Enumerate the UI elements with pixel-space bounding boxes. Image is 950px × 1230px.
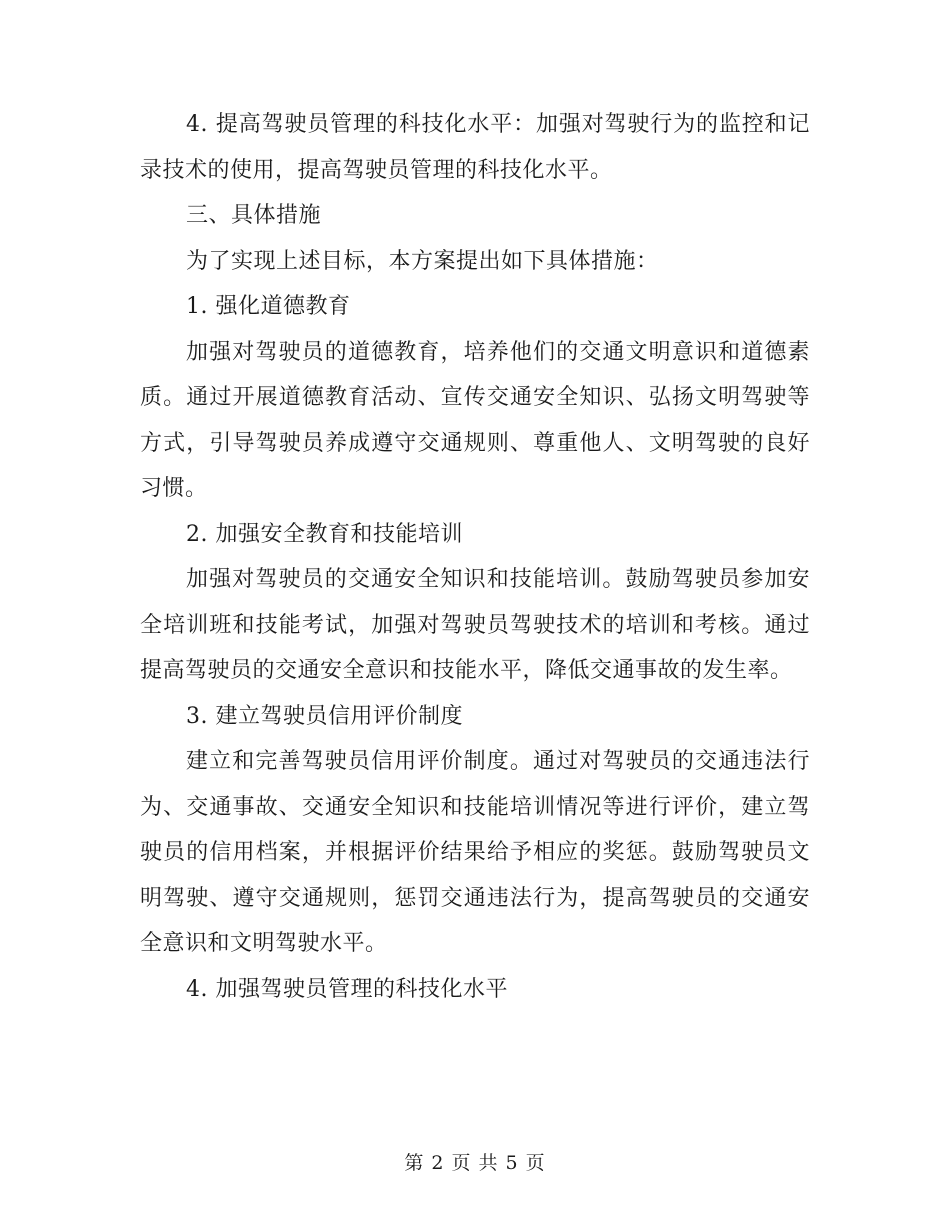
section-heading: 三、具体措施 bbox=[186, 203, 322, 228]
measure-body-1: 加强对驾驶员的道德教育，培养他们的交通文明意识和道德素质。通过开展道德教育活动、宣传交通安全知识、弘扬文明驾驶等方式，引导驾驶员养成遵守交通规则、尊重他人、文明驾驶的良好习惯。 bbox=[140, 339, 810, 501]
page-number: 第 2 页 共 5 页 bbox=[404, 1152, 546, 1174]
document-body bbox=[140, 102, 810, 1012]
measure-body-3: 建立和完善驾驶员信用评价制度。通过对驾驶员的交通违法行为、交通事故、交通安全知识和技能培训情况等进行评价，建立驾驶员的信用档案，并根据评价结果给予相应的奖惩。鼓励驾驶员文明驾驶、遵守交通规则，惩罚交通违法行为，提高驾驶员的交通安全意识和文明驾驶水平。 bbox=[140, 749, 810, 956]
measure-body-2: 加强对驾驶员的交通安全知识和技能培训。鼓励驾驶员参加安全培训班和技能考试，加强对驾驶员驾驶技术的培训和考核。通过提高驾驶员的交通安全意识和技能水平，降低交通事故的发生率。 bbox=[140, 567, 810, 683]
measure-heading-4: 4. 加强驾驶员管理的科技化水平 bbox=[186, 976, 508, 1002]
section-intro: 为了实现上述目标，本方案提出如下具体措施： bbox=[186, 248, 659, 274]
measure-heading-1: 1. 强化道德教育 bbox=[186, 294, 351, 319]
measure-heading-3: 3. 建立驾驶员信用评价制度 bbox=[186, 703, 463, 729]
measure-heading-2: 2. 加强安全教育和技能培训 bbox=[186, 521, 463, 547]
list-item-goal-4: 4. 提高驾驶员管理的科技化水平：加强对驾驶行为的监控和记录技术的使用，提高驾驶员管理的科技化水平。 bbox=[140, 112, 810, 183]
